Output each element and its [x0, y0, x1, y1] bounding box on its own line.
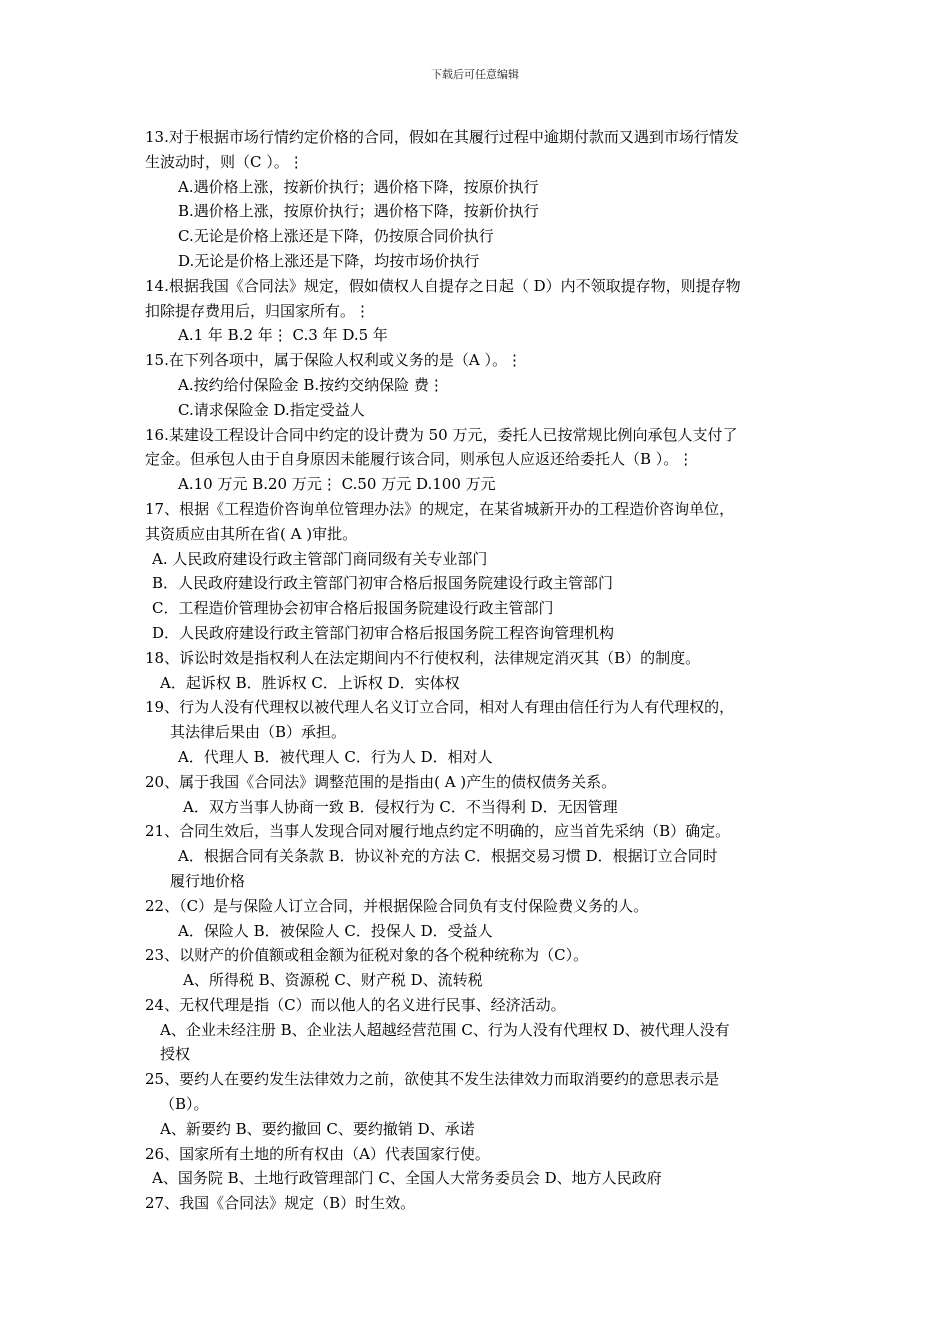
text-line: 13.对于根据市场行情约定价格的合同，假如在其履行过程中逾期付款而又遇到市场行情发 — [145, 128, 739, 146]
text-line: B．人民政府建设行政主管部门初审合格后报国务院建设行政主管部门 — [152, 574, 614, 593]
text-line: C．工程造价管理协会初审合格后报国务院建设行政主管部门 — [152, 599, 554, 618]
text-line: 25、要约人在要约发生法律效力之前，欲使其不发生法律效力而取消要约的意思表示是 — [145, 1070, 720, 1089]
text-line: A.按约给付保险金 B.按约交纳保险 费⋮ — [178, 375, 444, 394]
text-line: 23、以财产的价值额或租金额为征税对象的各个税种统称为（C）。 — [145, 946, 589, 965]
text-line: 24、无权代理是指（C）而以他人的名义进行民事、经济活动。 — [145, 995, 566, 1014]
text-line: 19、行为人没有代理权以被代理人名义订立合同，相对人有理由信任行为人有代理权的， — [145, 698, 735, 717]
text-line: 21、合同生效后，当事人发现合同对履行地点约定不明确的，应当首先采纳（B）确定。 — [145, 822, 731, 841]
text-line: 20、属于我国《合同法》调整范围的是指由( A )产生的债权债务关系。 — [145, 772, 617, 791]
page-header: 下载后可任意编辑 — [431, 68, 519, 81]
text-line: 定金。但承包人由于自身原因未能履行该合同，则承包人应返还给委托人（B ）。⋮ — [145, 450, 694, 469]
text-line: 其法律后果由（B）承担。 — [170, 723, 347, 742]
text-line: 18、诉讼时效是指权利人在法定期间内不行使权利，法律规定消灭其（B）的制度。 — [145, 648, 701, 667]
text-line: 16.某建设工程设计合同中约定的设计费为 50 万元，委托人已按常规比例向承包人支付了 — [145, 425, 738, 444]
text-line: 扣除提存费用后，归国家所有。⋮ — [145, 301, 371, 320]
text-line: 17、根据《工程造价咨询单位管理办法》的规定，在某省城新开办的工程造价咨询单位， — [145, 499, 735, 518]
text-line: A. 人民政府建设行政主管部门商同级有关专业部门 — [152, 549, 488, 568]
text-line: C.请求保险金 D.指定受益人 — [178, 400, 365, 419]
text-line: A．双方当事人协商一致 B．侵权行为 C．不当得利 D．无因管理 — [183, 797, 618, 816]
text-line: A、企业未经注册 B、企业法人超越经营范围 C、行为人没有代理权 D、被代理人没有 — [160, 1020, 730, 1039]
text-line: D.无论是价格上涨还是下降，均按市场价执行 — [178, 251, 480, 270]
text-line: C.无论是价格上涨还是下降，仍按原合同价执行 — [178, 227, 494, 246]
text-line: 22、（C）是与保险人订立合同，并根据保险合同负有支付保险费义务的人。 — [145, 896, 649, 915]
text-line: A.1 年 B.2 年⋮ C.3 年 D.5 年 — [178, 326, 388, 345]
text-line: A、国务院 B、土地行政管理部门 C、全国人大常务委员会 D、地方人民政府 — [152, 1169, 662, 1188]
text-line: B.遇价格上涨，按原价执行；遇价格下降，按新价执行 — [178, 202, 539, 221]
text-line: 26、国家所有土地的所有权由（A）代表国家行使。 — [145, 1144, 490, 1163]
text-line: A.10 万元 B.20 万元⋮ C.50 万元 D.100 万元 — [178, 475, 496, 494]
text-line: 履行地价格 — [170, 871, 246, 890]
text-line: 生波动时，则（C ）。⋮ — [145, 152, 304, 171]
text-line: 授权 — [160, 1045, 191, 1064]
text-line: 27、我国《合同法》规定（B）时生效。 — [145, 1194, 416, 1213]
text-line: 14.根据我国《合同法》规定，假如债权人自提存之日起（ D）内不领取提存物，则提存物 — [145, 276, 741, 295]
text-line: D．人民政府建设行政主管部门初审合格后报国务院工程咨询管理机构 — [152, 623, 615, 642]
text-line: A.遇价格上涨，按新价执行；遇价格下降，按原价执行 — [178, 177, 539, 196]
text-line: 15.在下列各项中，属于保险人权利或义务的是（A ）。⋮ — [145, 351, 522, 370]
document-body — [0, 125, 950, 1216]
text-line: A．代理人 B．被代理人 C．行为人 D．相对人 — [178, 747, 493, 766]
text-line: 其资质应由其所在省( A )审批。 — [145, 524, 358, 543]
text-line: A．保险人 B．被保险人 C．投保人 D．受益人 — [178, 921, 493, 940]
text-line: A、所得税 B、资源税 C、财产税 D、流转税 — [183, 971, 483, 990]
text-line: A．起诉权 B．胜诉权 C．上诉权 D．实体权 — [160, 673, 460, 692]
text-line: （B）。 — [160, 1095, 209, 1114]
text-line: A．根据合同有关条款 B．协议补充的方法 C．根据交易习惯 D．根据订立合同时 — [178, 847, 718, 866]
text-line: A、新要约 B、要约撤回 C、要约撤销 D、承诺 — [160, 1119, 475, 1138]
